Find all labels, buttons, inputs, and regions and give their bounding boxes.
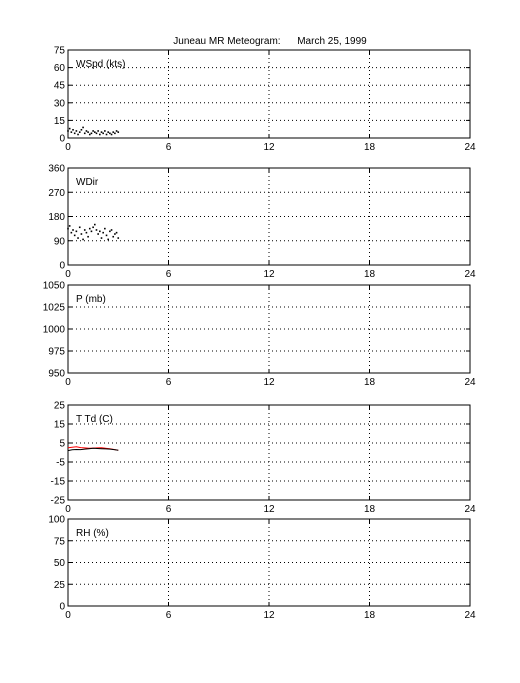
data-point	[102, 133, 104, 135]
data-point	[81, 129, 83, 131]
panel-label: T Td (C)	[76, 414, 113, 425]
x-tick-label: 24	[464, 377, 476, 388]
x-tick-label: 12	[263, 269, 275, 280]
x-tick-label: 12	[263, 142, 275, 153]
y-tick-label: 5	[59, 438, 65, 450]
y-tick-label: 950	[48, 368, 65, 380]
data-point	[89, 228, 91, 230]
data-point	[77, 134, 79, 136]
data-point	[84, 229, 86, 231]
x-tick-label: 6	[165, 142, 172, 153]
data-point	[101, 237, 103, 239]
x-tick-label: 24	[464, 610, 476, 621]
data-point	[102, 232, 104, 234]
x-tick-label: 24	[464, 269, 476, 280]
x-tick-label: 12	[263, 610, 275, 621]
x-tick-label: 18	[363, 610, 376, 621]
data-point	[86, 232, 88, 234]
data-point	[82, 127, 84, 129]
data-point	[97, 130, 99, 132]
y-tick-label: 75	[53, 536, 65, 548]
data-point	[112, 131, 114, 133]
data-point	[67, 228, 69, 230]
y-tick-label: 270	[48, 187, 65, 199]
data-point	[111, 229, 113, 231]
panel-4	[48, 515, 476, 622]
data-point	[96, 229, 98, 231]
data-point	[116, 232, 118, 234]
data-point	[114, 233, 116, 235]
y-tick-label: -5	[56, 457, 65, 469]
y-tick-label: 15	[53, 419, 65, 431]
panel-2	[43, 281, 476, 389]
y-tick-label: 975	[48, 346, 65, 358]
data-point	[92, 226, 94, 228]
data-point	[72, 229, 74, 231]
x-tick-label: 12	[263, 377, 275, 388]
data-point	[89, 134, 91, 136]
data-point	[117, 237, 119, 239]
data-point	[74, 235, 76, 237]
data-point	[116, 130, 118, 132]
panel-0	[54, 46, 476, 154]
data-point	[104, 130, 106, 132]
data-point	[77, 237, 79, 239]
x-tick-label: 24	[464, 504, 476, 515]
panel-1	[48, 164, 476, 281]
y-tick-label: 30	[53, 98, 65, 110]
figure-title: Juneau MR Meteogram: March 25, 1999	[173, 36, 367, 47]
y-tick-label: 90	[53, 236, 65, 248]
data-point	[71, 131, 73, 133]
y-tick-label: 15	[53, 115, 65, 127]
panel-label: WSpd (kts)	[76, 59, 126, 70]
data-point	[117, 131, 119, 133]
data-point	[92, 130, 94, 132]
data-point	[104, 228, 106, 230]
x-tick-label: 0	[65, 269, 71, 280]
y-tick-label: 180	[48, 212, 65, 223]
x-tick-label: 12	[263, 504, 275, 515]
x-tick-label: 24	[464, 142, 476, 153]
data-point	[74, 133, 76, 135]
x-tick-label: 6	[165, 610, 172, 621]
data-point	[82, 239, 84, 241]
y-tick-label: 60	[53, 63, 65, 75]
data-point	[106, 134, 108, 136]
data-point	[106, 235, 108, 237]
data-point	[96, 133, 98, 135]
data-point	[87, 131, 89, 133]
data-point	[112, 236, 114, 238]
data-point	[109, 133, 111, 135]
panel-label: P (mb)	[76, 294, 106, 305]
panel-label: RH (%)	[76, 528, 109, 539]
data-point	[86, 130, 88, 132]
y-tick-label: 75	[53, 45, 65, 57]
x-tick-label: 0	[65, 142, 71, 153]
data-point	[67, 130, 69, 132]
x-tick-label: 18	[363, 269, 376, 280]
panels	[43, 46, 476, 622]
x-tick-label: 18	[363, 142, 376, 153]
data-point	[76, 231, 78, 233]
data-point	[94, 131, 96, 133]
data-point	[79, 131, 81, 133]
y-tick-label: 360	[48, 163, 65, 175]
data-point	[99, 134, 101, 136]
data-point	[91, 133, 93, 135]
x-tick-label: 0	[65, 610, 71, 621]
y-tick-label: 0	[59, 133, 65, 145]
data-point	[99, 231, 101, 233]
y-tick-label: -25	[50, 495, 65, 507]
data-point	[101, 131, 103, 133]
x-tick-label: 6	[165, 504, 172, 515]
y-tick-label: 50	[53, 558, 65, 569]
data-point	[76, 130, 78, 132]
data-point	[94, 224, 96, 226]
data-point	[107, 131, 109, 133]
y-tick-label: -15	[50, 476, 65, 488]
panel-3	[51, 401, 476, 516]
x-tick-label: 6	[165, 377, 172, 388]
data-point	[81, 233, 83, 235]
data-point	[87, 236, 89, 238]
y-tick-label: 45	[53, 80, 65, 92]
panel-label: WDir	[76, 177, 99, 188]
data-point	[111, 134, 113, 136]
x-tick-label: 0	[65, 504, 71, 515]
y-tick-label: 1025	[42, 302, 65, 314]
y-tick-label: 0	[59, 601, 65, 613]
x-tick-label: 6	[165, 269, 172, 280]
y-tick-label: 25	[53, 400, 65, 412]
x-tick-label: 0	[65, 377, 71, 388]
data-point	[84, 133, 86, 135]
y-tick-label: 100	[48, 514, 65, 526]
data-point	[79, 226, 81, 228]
data-point	[69, 128, 71, 130]
y-tick-label: 0	[59, 260, 65, 272]
y-tick-label: 1050	[42, 280, 65, 292]
data-point	[69, 225, 71, 227]
data-point	[72, 129, 74, 131]
data-point	[91, 231, 93, 233]
data-point	[97, 233, 99, 235]
data-point	[71, 232, 73, 234]
x-tick-label: 18	[363, 377, 376, 388]
data-point	[107, 239, 109, 241]
y-tick-label: 1000	[42, 324, 65, 336]
data-point	[114, 133, 116, 135]
data-point	[109, 231, 111, 233]
x-tick-label: 18	[363, 504, 376, 515]
y-tick-label: 25	[53, 579, 65, 591]
